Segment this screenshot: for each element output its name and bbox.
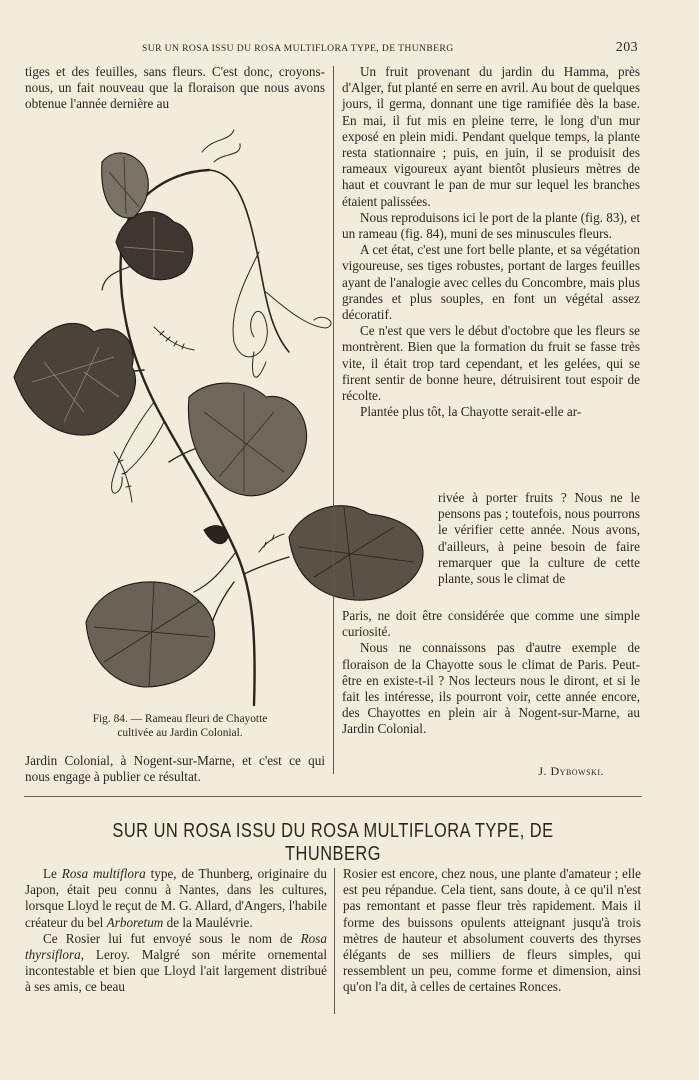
- paragraph: Paris, ne doit être considérée que comme une simple curiosité.: [342, 608, 640, 640]
- text-run: de la Maulévrie.: [163, 914, 253, 930]
- text-run: type, de Thunberg, originaire du Japon, était peu connu à Nantes, dans les cultures, lorsque Lloyd le reçut de M. G. Allard, d'Angers, l'habile créateur du bel: [25, 866, 327, 930]
- paragraph: A cet état, c'est une fort belle plante, et sa végétation vigoureuse, ses tiges robustes, portant de larges feuilles ayant de l'analogie avec celles du Concombre, mais plus grandes et plus souples, en font un végétal assez décoratif.: [342, 242, 640, 323]
- paragraph: tiges et des feuilles, sans fleurs. C'est donc, croyons-nous, un fait nouveau que la floraison que nous avons obtenue l'année dernière au: [25, 64, 325, 112]
- paragraph: [25, 866, 327, 931]
- section-rule: [24, 796, 642, 797]
- text-run: Ce Rosier lui fut envoyé sous le nom de: [43, 930, 301, 946]
- page-header: [24, 40, 642, 60]
- italic-run: Arboretum: [106, 914, 164, 930]
- right-column-continued: [342, 608, 640, 738]
- paragraph: Rosier est encore, chez nous, une plante d'amateur ; elle est peu répandue. Cela tient, sans doute, à ce qu'il n'est pas remontant et passe fleur très rapidement. Mais il forme des buissons opulents atteignant jusqu'à trois mètres de hauteur et absolument couverts des thyrses élégants de ses milliers de fleurs simples, qui ressemblent un peu, comme forme et dimension, ainsi qu'on l'a dit, à celles de certaines Ronces.: [343, 866, 641, 995]
- paragraph: Nous ne connaissons pas d'autre exemple de floraison de la Chayotte sous le climat de Paris. Peut-être en existe-t-il ? Nos lecteurs nous le diront, et si le fait les intéresse, ils pourront voir, cette année encore, des Chayottes en plein air à Nogent-sur-Marne, au Jardin Colonial.: [342, 640, 640, 737]
- section-title: SUR UN ROSA ISSU DU ROSA MULTIFLORA TYPE, DE THUNBERG: [112, 820, 554, 865]
- column-divider: [334, 868, 335, 1014]
- right-column: [342, 64, 640, 420]
- paragraph: Jardin Colonial, à Nogent-sur-Marne, et c'est ce qui nous engage à publier ce résultat.: [25, 753, 325, 785]
- right-column-narrow: [438, 490, 640, 587]
- figure-caption: [60, 712, 300, 740]
- bottom-right-column: [343, 866, 641, 996]
- running-title: SUR UN ROSA ISSU DU ROSA MULTIFLORA TYPE, DE THUNBERG: [142, 43, 454, 54]
- paragraph: Nous reproduisons ici le port de la plante (fig. 83), et un rameau (fig. 84), muni de ses minuscules fleurs.: [342, 209, 640, 242]
- italic-run: Rosa thyrsiflora: [25, 930, 327, 963]
- column-divider: [333, 66, 334, 774]
- paragraph: rivée à porter fruits ? Nous ne le pensons pas ; toutefois, nous pourrons le vérifier cette année. Nous avons, d'ailleurs, à peine besoin de faire remarquer que la culture de cette plante, sous le climat de: [438, 490, 640, 587]
- italic-run: Rosa multiflora: [61, 866, 146, 881]
- paragraph: Un fruit provenant du jardin du Hamma, près d'Alger, fut planté en serre en avril. Au bout de quelques jours, il germa, donnant une tige ramifiée dès la base. En mai, il fut mis en pleine terre, le long d'un mur exposé en plein midi. Pendant quelque temps, la plante resta stationnaire ; puis, en juin, il se produisit des rameaux vigoureux ayant bientôt plusieurs mètres de haut et couvrant le pan de mur sur lequel les branches étaient palissées.: [342, 64, 640, 209]
- left-column-bottom: [25, 753, 325, 785]
- paragraph: [25, 931, 327, 996]
- caption-line: Fig. 84. — Rameau fleuri de Chayotte: [92, 713, 268, 725]
- signature: J. Dybowski.: [538, 764, 604, 778]
- text-run: , Leroy. Malgré son mérite ornemental incontestable et bien que Lloyd l'ait largement distribué à ses amis, ce beau: [25, 947, 327, 995]
- paragraph: Ce n'est que vers le début d'octobre que les fleurs se montrèrent. Bien que la formation du fruit se fasse très vite, il était trop tard cependant, et les gelées, qui se firent sentir de bonne heure, détruisirent tout espoir de récolte.: [342, 323, 640, 404]
- left-column-top: [25, 64, 325, 113]
- bottom-left-column: [25, 866, 327, 996]
- caption-line: cultivée au Jardin Colonial.: [117, 727, 243, 739]
- text-run: Le: [43, 866, 62, 881]
- paragraph-line: Plantée plus tôt, la Chayotte serait-elle ar-: [360, 404, 582, 420]
- page-number: 203: [615, 40, 638, 55]
